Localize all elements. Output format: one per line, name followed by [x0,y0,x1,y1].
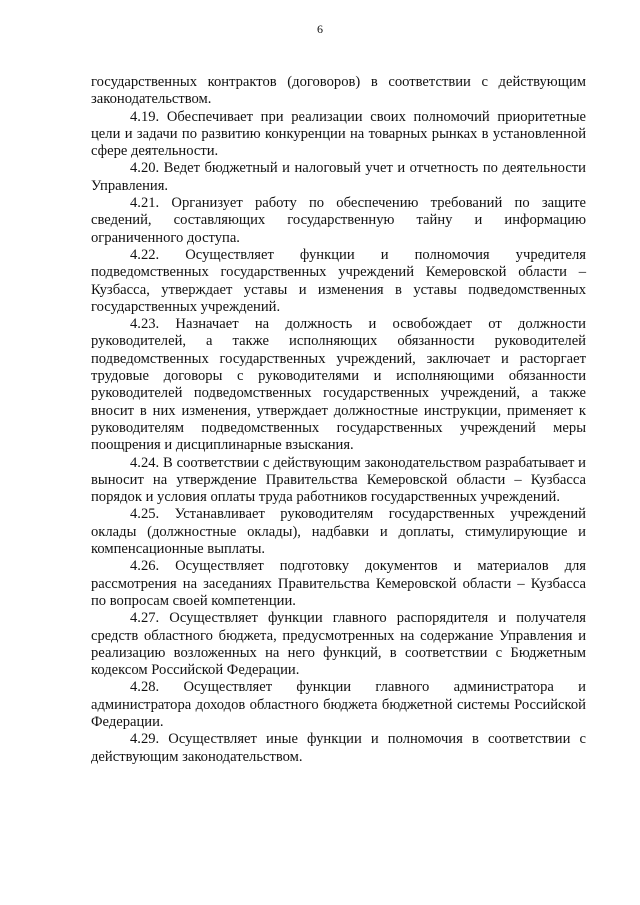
paragraph-4-20: 4.20. Ведет бюджетный и налоговый учет и отчетность по деятельности Управления. [91,160,586,194]
paragraph-4-21: 4.21. Организует работу по обеспечению требований по защите сведений, составляющих государственную тайну и информацию ограниченного доступа. [91,195,586,246]
paragraph-4-23: 4.23. Назначает на должность и освобождает от должности руководителей, а также исполняющих обязанности руководителей подведомственных государственных учреждений, заключает и расторгает трудовые договоры с руководителями и исполняющими обязанности руководителей подведомственных государственных учреждений, а также вносит в них изменения, утверждает должностные инструкции, применяет к руководителям подведомственных государственных учреждений меры поощрения и дисциплинарные взыскания. [91,316,586,454]
paragraph-4-24: 4.24. В соответствии с действующим законодательством разрабатывает и выносит на утверждение Правительства Кемеровской области – Кузбасса порядок и условия оплаты труда работников государственных учреждений. [91,454,586,506]
page-number: 6 [317,22,323,36]
paragraph-4-27: 4.27. Осуществляет функции главного распорядителя и получателя средств областного бюджета, предусмотренных на содержание Управления и реализацию возложенных на него функций, в соответствии с Бюджетным кодексом Российской Федерации. [91,610,586,679]
paragraph-4-26: 4.26. Осуществляет подготовку документов и материалов для рассмотрения на заседаниях Правительства Кемеровской области – Кузбасса по вопросам своей компетенции. [91,558,586,609]
paragraph-4-25: 4.25. Устанавливает руководителям государственных учреждений оклады (должностные оклады), надбавки и доплаты, стимулирующие и компенсационные выплаты. [91,506,586,558]
paragraph-continuation: государственных контрактов (договоров) в соответствии с действующим законодательством. [91,74,586,108]
paragraph-4-29: 4.29. Осуществляет иные функции и полномочия в соответствии с действующим законодательством. [91,731,586,765]
paragraph-4-28: 4.28. Осуществляет функции главного администратора и администратора доходов областного бюджета бюджетной системы Российской Федерации. [91,679,586,730]
document-body [91,74,586,766]
paragraph-4-22: 4.22. Осуществляет функции и полномочия учредителя подведомственных государственных учреждений Кемеровской области – Кузбасса, утверждает уставы и изменения в уставы подведомственных государственных учреждений. [91,246,586,315]
paragraph-4-19: 4.19. Обеспечивает при реализации своих полномочий приоритетные цели и задачи по развитию конкуренции на товарных рынках в установленной сфере деятельности. [91,108,586,160]
